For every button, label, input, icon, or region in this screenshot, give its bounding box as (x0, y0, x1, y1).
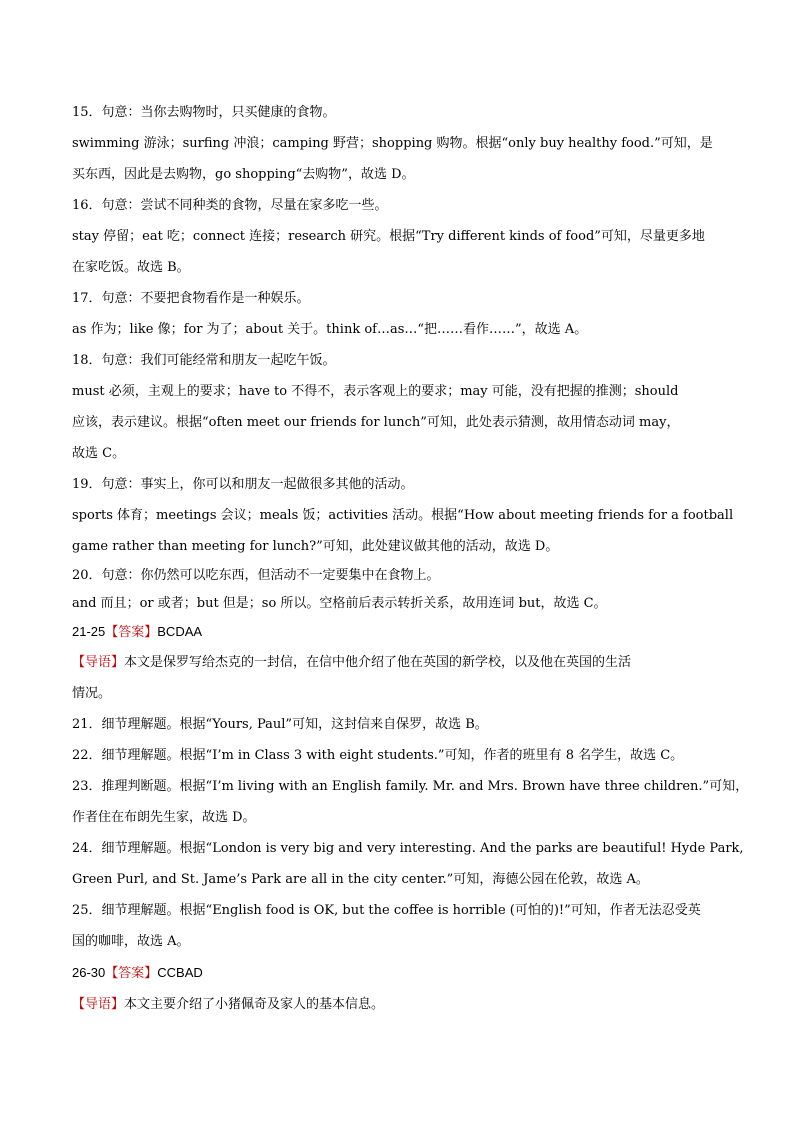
answer-label: 【答案】 (105, 625, 158, 640)
answer-explanation-page (72, 97, 749, 1020)
item-20-explanation: and 而且；or 或者；but 但是；so 所以。空格前后表示转折关系，故用连词 but，故选 C。 (72, 596, 607, 611)
item-15-explanation: swimming 游泳；surfing 冲浪；camping 野营；shopping 购物。根据“only buy healthy food.”可知，是 (72, 136, 713, 151)
answer-range: 21-25 (72, 624, 106, 639)
guide-label: 【导语】 (72, 997, 125, 1012)
guide-text: 本文是保罗写给杰克的一封信，在信中他介绍了他在英国的新学校，以及他在英国的生活 (124, 655, 632, 670)
item-19-explanation-cont: game rather than meeting for lunch?”可知，此处建议做其他的活动，故选 D。 (72, 539, 559, 554)
answer-label: 【答案】 (105, 966, 158, 981)
guide-label: 【导语】 (72, 655, 125, 670)
answer-value: CCBAD (157, 965, 203, 980)
item-21-explanation: 21．细节理解题。根据“Yours, Paul”可知，这封信来自保罗，故选 B。 (72, 717, 488, 732)
item-15-meaning: 15．句意：当你去购物时，只买健康的食物。 (72, 105, 336, 120)
item-25-explanation: 25．细节理解题。根据“English food is OK, but the coffee is horrible (可怕的)!”可知，作者无法忍受英 (72, 903, 701, 918)
item-19-explanation: sports 体育；meetings 会议；meals 饭；activities 活动。根据“How about meeting friends for a football (72, 508, 734, 523)
item-23-explanation: 23．推理判断题。根据“I’m living with an English family. Mr. and Mrs. Brown have three children.”可知， (72, 779, 749, 794)
answer-line-26-30 (72, 957, 678, 989)
answer-range: 26-30 (72, 965, 106, 980)
guide-line-21-25 (72, 647, 678, 678)
item-22-explanation: 22．细节理解题。根据“I’m in Class 3 with eight students.”可知，作者的班里有 8 名学生，故选 C。 (72, 748, 684, 763)
guide-line-26-30 (72, 989, 678, 1020)
item-19-meaning: 19．句意：事实上，你可以和朋友一起做很多其他的活动。 (72, 477, 414, 492)
item-18-explanation-end: 故选 C。 (72, 446, 126, 461)
item-15-explanation-cont: 买东西，因此是去购物，go shopping“去购物”，故选 D。 (72, 167, 415, 182)
item-17-explanation: as 作为；like 像；for 为了；about 关于。think of…as…“把……看作……”，故选 A。 (72, 322, 588, 337)
guide-text: 本文主要介绍了小猪佩奇及家人的基本信息。 (124, 997, 385, 1012)
item-24-explanation-cont: Green Purl, and St. Jame’s Park are all in the city center.”可知，海德公园在伦敦，故选 A。 (72, 872, 649, 887)
item-18-meaning: 18．句意：我们可能经常和朋友一起吃午饭。 (72, 353, 336, 368)
item-20-meaning: 20．句意：你仍然可以吃东西，但活动不一定要集中在食物上。 (72, 568, 440, 583)
item-25-explanation-cont: 国的咖啡，故选 A。 (72, 934, 190, 949)
item-18-explanation: must 必须，主观上的要求；have to 不得不，表示客观上的要求；may 可能，没有把握的推测；should (72, 384, 679, 399)
guide-line-21-25-cont: 情况。 (72, 686, 112, 701)
item-17-meaning: 17．句意：不要把食物看作是一种娱乐。 (72, 291, 310, 306)
item-18-explanation-cont: 应该，表示建议。根据“often meet our friends for lunch”可知，此处表示猜测，故用情态动词 may， (72, 415, 680, 430)
item-16-meaning: 16．句意：尝试不同种类的食物，尽量在家多吃一些。 (72, 198, 388, 213)
item-16-explanation: stay 停留；eat 吃；connect 连接；research 研究。根据“Try different kinds of food”可知，尽量更多地 (72, 229, 705, 244)
answer-value: BCDAA (157, 624, 203, 639)
item-16-explanation-cont: 在家吃饭。故选 B。 (72, 260, 190, 275)
answer-line-21-25 (72, 618, 678, 647)
item-24-explanation: 24．细节理解题。根据“London is very big and very interesting. And the parks are beautiful! Hyde Park, (72, 841, 744, 856)
item-23-explanation-cont: 作者住在布朗先生家，故选 D。 (72, 810, 256, 825)
